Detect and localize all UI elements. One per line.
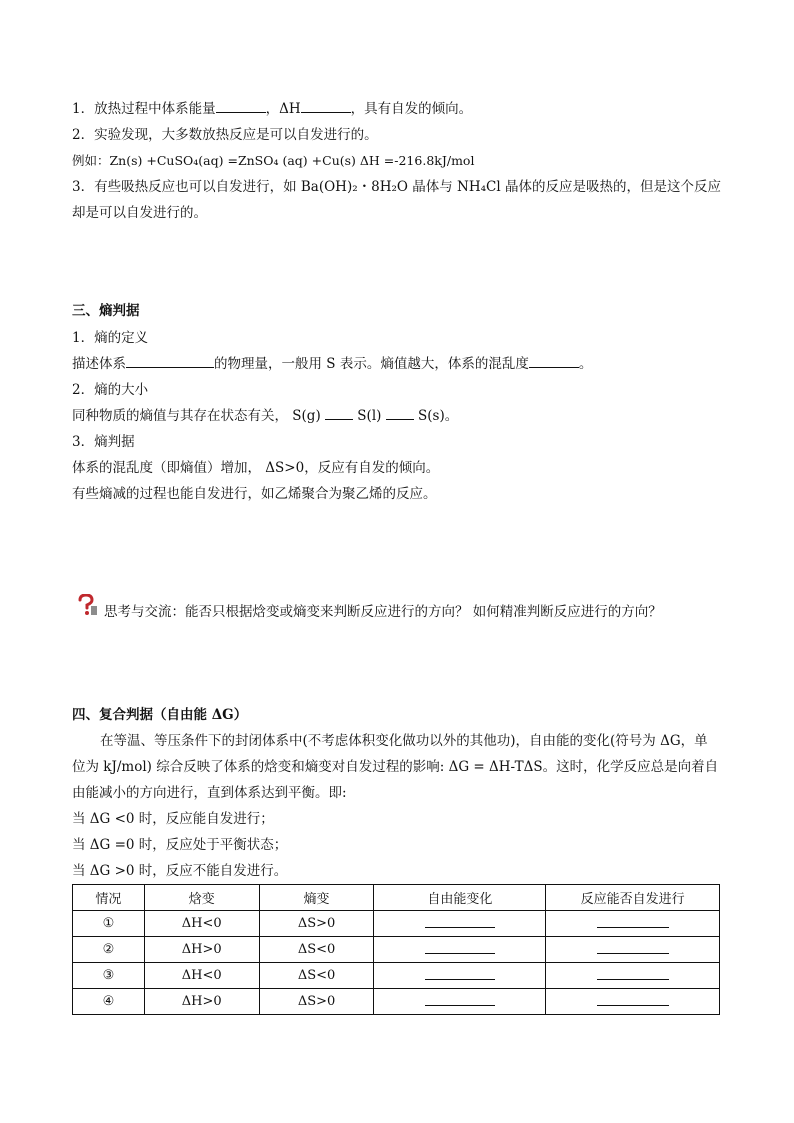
gibbs-table (72, 884, 720, 1015)
table-row (73, 989, 720, 1015)
entropy-definition-line (72, 355, 592, 373)
enthalpy-cell: ΔH<0 (144, 911, 259, 937)
example-equation-line: 例如：Zn(s) +CuSO₄(aq) =ZnSO₄ (aq) +Cu(s) ΔH =-216.8kJ/mol (72, 153, 475, 168)
exo-energy-line (72, 100, 472, 118)
enthalpy-cell: ΔH>0 (144, 937, 259, 963)
fill-blank[interactable] (425, 967, 495, 980)
text-segment: 。 (578, 356, 593, 372)
fill-blank[interactable] (301, 100, 351, 113)
fill-blank[interactable] (597, 967, 669, 980)
table-row (73, 937, 720, 963)
enthalpy-cell: ΔH>0 (144, 989, 259, 1015)
section-title-gibbs: 四、复合判据（自由能 ΔG） (72, 707, 248, 723)
fill-blank[interactable] (529, 355, 579, 368)
free-energy-blank-cell (374, 937, 546, 963)
entropy-size-heading: 2．熵的大小 (72, 382, 149, 398)
entropy-criterion-line: 体系的混乱度（即熵值）增加， ΔS>0，反应有自发的倾向。 (72, 460, 440, 476)
header-enthalpy: 焓变 (144, 885, 259, 911)
section-title-entropy: 三、熵判据 (72, 303, 140, 319)
free-energy-blank-cell (374, 963, 546, 989)
gibbs-condition-negative: 当 ΔG <0 时，反应能自发进行； (72, 811, 274, 827)
case-cell: ④ (73, 989, 145, 1015)
entropy-size-line (72, 407, 458, 425)
free-energy-blank-cell (374, 989, 546, 1015)
case-cell: ① (73, 911, 145, 937)
text-segment: S(s)。 (413, 408, 459, 424)
fill-blank[interactable] (216, 100, 266, 113)
entropy-cell: ΔS>0 (259, 989, 374, 1015)
entropy-cell: ΔS<0 (259, 937, 374, 963)
gibbs-condition-positive: 当 ΔG >0 时，反应不能自发进行。 (72, 863, 288, 879)
case-cell: ③ (73, 963, 145, 989)
fill-blank[interactable] (386, 407, 414, 420)
fill-blank[interactable] (425, 993, 495, 1006)
enthalpy-cell: ΔH<0 (144, 963, 259, 989)
entropy-criterion-heading: 3．熵判据 (72, 434, 135, 450)
gibbs-paragraph-1: 在等温、等压条件下的封闭体系中(不考虑体积变化做功以外的其他功)，自由能的变化(符号为 ΔG，单 (100, 733, 708, 749)
fill-blank[interactable] (425, 941, 495, 954)
fill-blank[interactable] (597, 993, 669, 1006)
header-case: 情况 (73, 885, 145, 911)
spontaneous-blank-cell (546, 963, 720, 989)
fill-blank[interactable] (126, 355, 214, 368)
case-cell: ② (73, 937, 145, 963)
entropy-cell: ΔS<0 (259, 963, 374, 989)
spontaneous-blank-cell (546, 937, 720, 963)
gibbs-paragraph-2: 位为 kJ/mol) 综合反映了体系的焓变和熵变对自发过程的影响: ΔG = ΔH-TΔS。这时，化学反应总是向着自 (72, 759, 719, 775)
text-segment: S(l) (353, 408, 386, 424)
text-segment: 1．放热过程中体系能量 (72, 101, 216, 117)
spontaneous-blank-cell (546, 989, 720, 1015)
entropy-cell: ΔS>0 (259, 911, 374, 937)
text-segment: 同种物质的熵值与其存在状态有关， S(g) (72, 408, 326, 424)
spontaneous-blank-cell (546, 911, 720, 937)
free-energy-blank-cell (374, 911, 546, 937)
table-header-row (73, 885, 720, 911)
table-row (73, 963, 720, 989)
fill-blank[interactable] (597, 915, 669, 928)
endo-example-line-2: 却是可以自发进行的。 (72, 205, 207, 221)
entropy-decrease-line: 有些熵减的过程也能自发进行，如乙烯聚合为聚乙烯的反应。 (72, 486, 437, 502)
gibbs-paragraph-3: 由能减小的方向进行，直到体系达到平衡。即: (72, 785, 347, 801)
text-segment: ，ΔH (265, 101, 301, 117)
think-discuss-line: 思考与交流：能否只根据焓变或熵变来判断反应进行的方向？ 如何精准判断反应进行的方向？ (104, 604, 662, 620)
gibbs-condition-zero: 当 ΔG =0 时，反应处于平衡状态； (72, 837, 288, 853)
header-entropy: 熵变 (259, 885, 374, 911)
fill-blank[interactable] (325, 407, 353, 420)
header-free-energy: 自由能变化 (374, 885, 546, 911)
table-row (73, 911, 720, 937)
question-icon (76, 594, 98, 616)
entropy-definition-heading: 1．熵的定义 (72, 330, 149, 346)
text-segment: 的物理量，一般用 S 表示。熵值越大，体系的混乱度 (214, 356, 529, 372)
exo-experiment-line: 2．实验发现，大多数放热反应是可以自发进行的。 (72, 127, 378, 143)
header-spontaneous: 反应能否自发进行 (546, 885, 720, 911)
endo-example-line: 3．有些吸热反应也可以自发进行，如 Ba(OH)₂・8H₂O 晶体与 NH₄Cl 晶体的反应是吸热的，但是这个反应 (72, 179, 721, 195)
fill-blank[interactable] (597, 941, 669, 954)
fill-blank[interactable] (425, 915, 495, 928)
text-segment: ，具有自发的倾向。 (350, 101, 473, 117)
text-segment: 描述体系 (72, 356, 126, 372)
